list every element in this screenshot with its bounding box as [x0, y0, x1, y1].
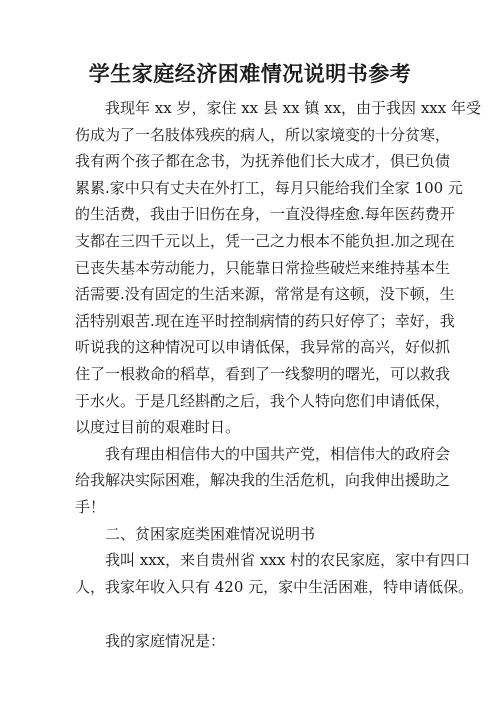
paragraph-line: 活需要.没有固定的生活来源，常常是有这顿，没下顿，生 [75, 285, 455, 304]
paragraph-gap [75, 600, 430, 628]
paragraph-line: 听说我的这种情况可以申请低保，我异常的高兴，好似抓 [75, 338, 451, 357]
paragraph-line: 伤成为了一名肢体残疾的病人，所以家境变的十分贫寒， [75, 125, 451, 144]
paragraph-4 [75, 628, 430, 655]
document-body [75, 95, 481, 655]
paragraph-line: 支都在三四千元以上，凭一己之力根本不能负担.加之现在 [75, 231, 455, 250]
paragraph-line: 我有理由相信伟大的中国共产党，相信伟大的政府会 [105, 444, 451, 463]
paragraph-1 [75, 95, 481, 441]
document-title: 学生家庭经济困难情况说明书参考 [88, 61, 412, 86]
paragraph-3 [75, 547, 474, 600]
paragraph-line: 活特别艰苦.现在连平时控制病情的药只好停了；幸好，我 [75, 311, 455, 330]
section-heading: 二、贫困家庭类困难情况说明书 [105, 524, 316, 543]
paragraph-line: 累累.家中只有丈夫在外打工，每月只能给我们全家 100 元 [75, 178, 463, 197]
paragraph-line: 以度过目前的艰难时日。 [75, 418, 241, 437]
paragraph-line: 住了一根救命的稻草，看到了一线黎明的曙光，可以救我 [75, 364, 451, 383]
paragraph-line: 已丧失基本劳动能力，只能靠日常捡些破烂来维持基本生 [75, 258, 451, 277]
paragraph-line: 我有两个孩子都在念书，为抚养他们长大成才，俱已负债 [75, 152, 451, 171]
section-heading-block [75, 521, 430, 548]
paragraph-line: 我的家庭情况是： [105, 632, 226, 651]
paragraph-2 [75, 441, 451, 521]
paragraph-line: 于水火。于是几经斟酌之后，我个人特向您们申请低保， [75, 391, 451, 410]
paragraph-line: 我叫 xxx，来自贵州省 xxx 村的农民家庭，家中有四口 [105, 551, 471, 570]
paragraph-line: 手！ [75, 497, 106, 516]
paragraph-line: 的生活费，我由于旧伤在身，一直没得痊愈.每年医药费开 [75, 205, 455, 224]
paragraph-line: 给我解决实际困难，解决我的生活危机，向我伸出援助之 [75, 471, 451, 490]
paragraph-line: 人，我家年收入只有 420 元，家中生活困难，特申请低保。 [75, 577, 474, 596]
paragraph-line: 我现年 xx 岁，家住 xx 县 xx 镇 xx，由于我因 xxx 年受 [105, 99, 481, 117]
